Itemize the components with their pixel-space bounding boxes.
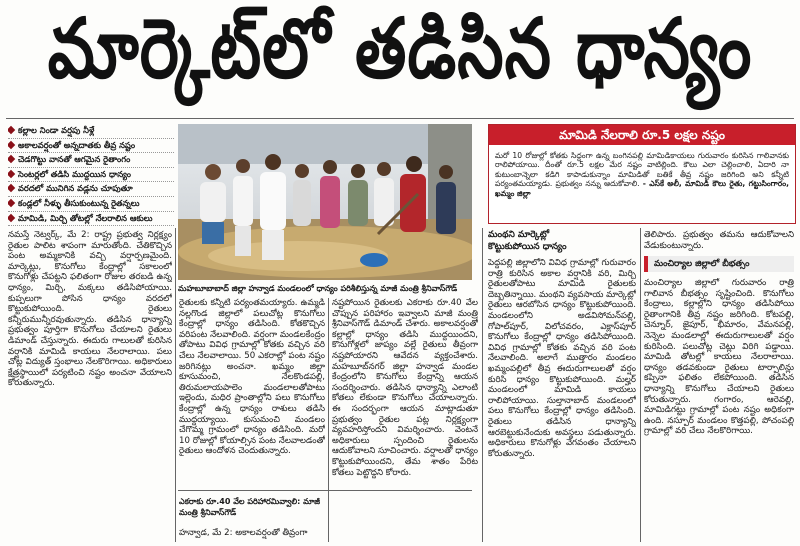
bullet-icon [8, 199, 15, 207]
article-text: మంచిర్యాల జిల్లాలో గురువారం రాత్రి గాలివాన బీభత్సం సృష్టించింది. కొనుగోలు కేంద్రాలు, కల్లాల్లోని ధాన్యం తడిసిపోయి రైతాంగానికి తీవ్ర నష్టం జరిగింది. కోటపల్లి, చెన్నూర్, జైపూర్, భీమారం, వేమనపల్లి, నెన్నెల మండలాల్లో ఈదురుగాలులతో వర్షం కురిసింది. పలుచోట్ల చెట్లు విరిగి పడ్డాయి. మామిడి తోటల్లో కాయలు నేలరాలాయి. ధాన్యం తడవకుండా రైతులు టార్పాలిన్లు కప్పినా ఫలితం లేకపోయింది. తడిసిన ధాన్యాన్ని కొనుగోలు చేయాలని రైతులు కోరుతున్నారు. గంగారం, ఆరెవల్లి, మామిడిగట్టు గ్రామాల్లో పంట నష్టం అధికంగా ఉంది. నస్పూర్ మండలం కొత్తపల్లి, పోచంపల్లి గ్రామాల్లో వరి చేలు నేలకొరిగాయి. [644, 278, 794, 437]
section-subhead: కొట్టుకుపోయిన ధాన్యం [488, 242, 567, 252]
subheadline-text: కల్లాల నిండా వర్షపు నీళ్లే [18, 125, 95, 135]
subheadline-item [8, 153, 174, 168]
article-text: తెలిపారు. ప్రభుత్వం తమను ఆదుకోవాలని వేడుకుంటున్నారు. [644, 230, 794, 251]
article-column-1 [8, 230, 172, 542]
article-column-5-top [644, 230, 794, 252]
subheadline-text: అకాలవర్షంతో అన్నదాతకు తీవ్ర నష్టం [18, 139, 136, 150]
side-story-signature: - ఎస్‌కే అలీ, మామిడి కౌలు రైతు, గట్టుసింగారం, ఖమ్మం జిల్లా [495, 179, 789, 198]
news-photo [178, 124, 472, 280]
main-headline: మార్కెట్‌లో తడిసిన ధాన్యం [47, 0, 753, 97]
bullet-icon [8, 126, 15, 134]
subheadline-item [8, 182, 174, 197]
subheadline-item [8, 168, 174, 183]
subheadline-item [8, 197, 174, 212]
article-column-3 [332, 298, 478, 542]
article-column-5 [644, 278, 794, 542]
bullet-icon [8, 140, 15, 148]
subheadline-text: మామిడి, మిర్చి తోటల్లో నేలరాలిన ఆకులు [18, 212, 153, 223]
subheadline-list [8, 124, 174, 226]
article-text: రైతులకు కన్నీటి పర్యంతమయ్యారు. ఉమ్మడి నల్లగొండ జిల్లాలో పలుచోట్ల కొనుగోలు కేంద్రాల్లో ధాన్యం తడిసింది. కోతకొచ్చిన వరిపంట నేలవాలింది. వర్షంగా మండలకేంద్రం తోపాటు వివిధ గ్రామాల్లో కోతకు వచ్చిన వరి చేలు నేలవాలాయి. 50 ఎకరాల్లో పంట నష్టం జరిగినట్లు అంచనా. ఖమ్మం జిల్లా కూసుమంచి, నేలకొండపల్లి, తిరుమలాయపాలెం మండలాలతోపాటు ఇల్లెందు, మధిర ప్రాంతాల్లోని పలు కొనుగోలు కేంద్రాల్లో ఉన్న ధాన్యం రాశులు తడిసి ముద్దయ్యాయి. కుసుమంచి మండలం చేగొమ్మ గ్రామంలో ధాన్యం తడిసింది. మరో 10 రోజుల్లో కోయాల్సిన పంట నేలవాలడంతో రైతులు ఆందోళన చెందుతున్నారు. [179, 298, 325, 457]
subheadline-item [8, 139, 174, 154]
side-story-box [488, 124, 796, 224]
column-rule [482, 228, 483, 542]
subheadline-text: వరదలో మునిగిన వడ్లను చూపుతూ [18, 183, 133, 194]
column-rule [328, 298, 329, 542]
photo-caption: మహబూబాబాద్ జిల్లా హన్వాడ మండలంలో ధాన్యం పరిశీలిస్తున్న మాజీ మంత్రి శ్రీనివాస్‌గౌడ్ [178, 284, 458, 293]
article-text: నష్టపోయిన రైతులకు ఎకరాకు రూ.40 వేల చొప్పున పరిహారం ఇవ్వాలని మాజీ మంత్రి శ్రీనివాస్‌గౌడ్ డిమాండ్ చేశారు. అకాలవర్షంతో కల్లాల్లో ధాన్యం తడిసి ముద్దయిందని, కొనుగోళ్లలో జాప్యం వల్లే రైతులు తీవ్రంగా నష్టపోయారని ఆవేదన వ్యక్తంచేశారు. మహబూబ్‌నగర్ జిల్లా హన్వాడ మండల కేంద్రంలోని కొనుగోలు కేంద్రాన్ని ఆయన సందర్శించారు. తడిసిన ధాన్యాన్ని ఎలాంటి కోతలు లేకుండా కొనుగోలు చేయాలన్నారు. ఈ సందర్భంగా ఆయన మాట్లాడుతూ ప్రభుత్వం రైతుల పట్ల నిర్లక్ష్యంగా వ్యవహరిస్తోందని విమర్శించారు. వెంటనే అధికారులు స్పందించి రైతులను ఆదుకోవాలని సూచించారు. వర్షాలతో ధాన్యం కొట్టుకుపోయిందని, తేమ శాతం పేరిట కోతలు పెట్టొద్దని కోరారు. [332, 298, 478, 478]
subheadline-text: సెంటర్లలో తడిసి ముద్దయిన ధాన్యం [18, 168, 131, 179]
bullet-icon [8, 184, 15, 192]
side-story-title: మామిడి నేలరాలి రూ.5 లక్షల నష్టం [489, 125, 795, 145]
article-text: పెద్దపల్లి జిల్లాలోని వివిధ గ్రామాల్లో గురువారం రాత్రి కురిసిన అకాల వర్షానికి వరి, మిర్చి రైతులతోపాటు మామిడి రైతులకు దెబ్బతిన్నాయి. మంథని వ్యవసాయ మార్కెట్లో రైతులు ఆరబోసిన ధాన్యం కొట్టుకుపోయింది. మండలంలోని అడవిసోమన్‌పల్లి, గోపాల్‌పూర్, విలోచవరం, ఎక్లాస్‌పూర్ కొనుగోలు కేంద్రాల్లో ధాన్యం తడిసిపోయింది. వివిధ గ్రామాల్లో కోతకు వచ్చిన వరి పంట నేలవాలింది. అలాగే ముత్తారం మండలం ఖమ్మంపల్లిలో తీవ్ర ఈదురుగాలులతో వర్షం కురిసి ధాన్యం కొట్టుకుపోయింది. మల్హర్ మండలంలో మామిడి కాయలు రాలిపోయాయి. సుల్తానాబాద్ మండలంలో పలు కొనుగోలు కేంద్రాల్లో ధాన్యం తడిసింది. రైతులు తడిసిన ధాన్యాన్ని ఆరబెట్టుకునేందుకు అవస్థలు పడుతున్నారు. అధికారులు కొనుగోళ్లు వేగవంతం చేయాలని కోరుతున్నారు. [488, 258, 636, 459]
subheadline-item [8, 124, 174, 139]
subheadline-text: కండ్లలో నీళ్ళు తీసుకుంటున్న రైతన్నలు [18, 197, 140, 208]
column-rule [640, 228, 641, 542]
section-subhead: మంథని మార్కెట్లో [488, 230, 550, 240]
article-column-4 [488, 258, 636, 542]
bullet-icon [8, 155, 15, 163]
subheadline-text: చెడగొట్టు వానతో ఆగమైన రైతాంగం [18, 154, 131, 165]
section-subhead-bar: మంచిర్యాల జిల్లాలో బీభత్సం [644, 256, 794, 272]
news-photo-illustration [178, 124, 472, 280]
article-text: నమస్తే నెట్వర్క్, మే 2: రాష్ట్ర ప్రభుత్వ నిర్లక్ష్యం రైతుల పాలిట శాపంగా మారుతోంది. చేతికొచ్చిన పంట అమ్మకానికి వచ్చి వర్షార్పణమైంది. మార్కెట్లు, కొనుగోలు కేంద్రాల్లో సకాలంలో కొనుగోళ్లు చేపట్టని ఫలితంగా రోజుల తరబడి ఉన్న ధాన్యం, మిర్చి, మక్కలు తడిసిపోయాయి. కుప్పలుగా పోసిన ధాన్యం వరదలో కొట్టుకుపోయింది. రైతులు కన్నీరుమున్నీరవుతున్నారు. తడిసిన ధాన్యాన్ని ప్రభుత్వం పూర్తిగా కొనుగోలు చేయాలని రైతులు డిమాండ్ చేస్తున్నారు. ఈదురు గాలులతో కురిసిన వర్షానికి మామిడి కాయలు నేలరాలాయి. పలు చోట్ల విద్యుత్ స్తంభాలు నేలకొరిగాయి. అధికారులు క్షేత్రస్థాయిలో పర్యటించి నష్టం అంచనా వేయాలని కోరుతున్నారు. [8, 230, 172, 389]
headline-rule [6, 118, 794, 119]
subheadline-item [8, 212, 174, 227]
bullet-icon [8, 213, 15, 221]
column-rule [175, 228, 176, 542]
article-column-2 [179, 298, 325, 486]
side-story-text: మరో 10 రోజుల్లో కోతకు సిద్ధంగా ఉన్న బంగినపల్లి మామిడికాయలు గురువారం కురిసిన గాలివానకు రాలిపోయాయి. దీంతో రూ.5 లక్షల మేర నష్టం వాటిల్లింది. కౌలు ఎలా చెల్లించాలి, ఏదారి నా కుటుంబాన్నెలా కడిగి కాపాడుకున్నాం మామిడితో బతికే తీవ్ర నష్టం జరిగింది అని కన్నీటి పర్యంతమయ్యాడు. ప్రభుత్వం నన్ను ఆదుకోవాలి. [495, 151, 789, 189]
bullet-icon [8, 170, 15, 178]
col2-tail [179, 528, 325, 542]
col2-subhead: ఎకరాకు రూ.40 వేల పరిహారమివ్వాలి: మాజీ మంత్రి శ్రీనివాస్‌గౌడ్ [179, 497, 321, 517]
article-text: హన్వాడ, మే 2: అకాలవర్షంతో తీవ్రంగా [179, 528, 308, 538]
side-story-body [495, 151, 789, 198]
